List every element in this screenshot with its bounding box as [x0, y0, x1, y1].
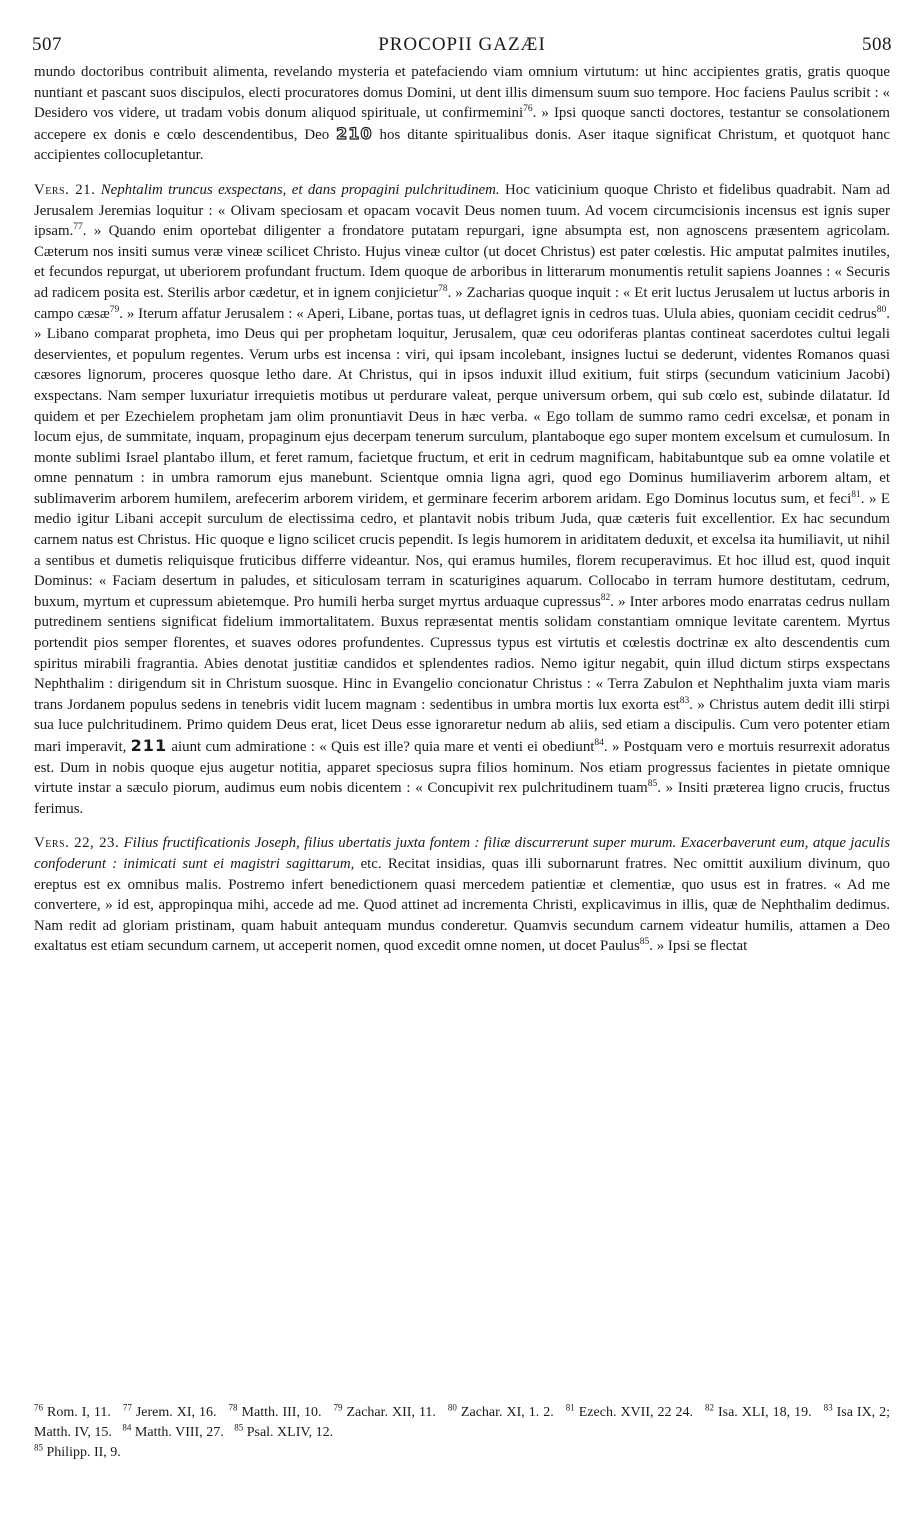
footnote [34, 1402, 111, 1420]
footnote [333, 1402, 436, 1420]
left-column-number: 507 [32, 34, 62, 55]
text-run: . » E medio igitur Libani accepit surculum de electissima cedro, et plantavit nobis tribum Juda, quæ cæteris fuit excellentior. Ex hac secundum carnem natus est Christus. Hic quoque e ligno scilicet crucis pependit. Is legis humorem in ariditatem deduxit, et excelsa ita humiliavit, ut nihil a sentibus et dumetis reliquisque fruticibus differre videantur. Nos, qui eramus humiles, florem recuperavimus. Et hoc illud est, quod inquit Dominus: « Faciam desertum in paludes, et siticulosam terram in scaturigines aquarum. Collocabo in terram humore destitutam, cedrum, buxum, myrtum et cupressum abietemque. Pro humili herba surget myrtus arduaque cupressus [34, 490, 890, 610]
footnote-ref: 78 [438, 283, 448, 294]
text-run: . » Inter arbores modo enarratas cedrus nullam putredinem sentiens significat fidelium immortalitatem. Buxus repræsentat mentis solidam constantiam omnique levitate carentem. Myrtus portendit pios semper florentes, et suaves odores profundentes. Cupressus typus est virtutis et cœlestis doctrinæ ex alto descendentis cum spiritus mirabili fragrantia. Abies denotat justitiæ candidos et splendentes radios. Nemo igitur negabit, quin illud dictum stirps exspectans Nephthalim : dirigendum sit in Christum suosque. Hinc in Evangelio concionatur Christus : « Terra Zabulon et Nephthalim juxta viam maris trans Jordanem populus sedens in tenebris vidit lucem magnam : sedentibus in umbra mortis lux exorta est [34, 593, 890, 713]
paragraph-nephtalim [34, 180, 890, 819]
main-text [34, 62, 890, 957]
footnote [122, 1402, 217, 1420]
text-run: . » Christus autem dedit illi stirpi sua luce pulchritudinem. Primo quidem Deus erat, licet Deus esse ignoraretur nedum ab aliis, sed etiam a discipulis. Cum vero potenter etiam mari imperavit, [34, 696, 890, 755]
footnote-number: 84 [122, 1422, 132, 1433]
footnote-reference: Jerem. XI, 16. [135, 1405, 217, 1420]
footnote-reference: Matth. III, 10. [241, 1405, 322, 1420]
footnote [122, 1422, 224, 1440]
footnote-reference: Matth. VIII, 27. [134, 1425, 224, 1440]
footnote-ref: 77 [73, 222, 83, 233]
verse-label: Vers. 22, 23. [34, 835, 120, 852]
footnotes [34, 1403, 890, 1463]
text-run: . » Iterum affatur Jerusalem : « Aperi, Libane, portas tuas, ut deflagret ignis in cedros tuas. Ulula abies, quoniam cecidit cedrus [119, 305, 877, 322]
footnote-number: 76 [34, 1402, 43, 1413]
running-title: PROCOPII GAZÆI [378, 34, 546, 55]
footnote [447, 1402, 554, 1420]
right-column-number: 508 [862, 34, 892, 55]
footnote-ref: 79 [109, 304, 120, 315]
lemma-text: Nephtalim truncus exspectans, et dans propagini pulchritudinem. [100, 181, 500, 198]
paragraph-aser [34, 62, 890, 166]
text-run: . » Postquam vero e mortuis resurrexit adoratus est. Dum in nobis quoque ejus augetur notitia, apparet speciosus supra filios hominum. Nos etiam progressus facientes in pietate omnique virtute instar a sæculo piorum, audimus eum nobis dicentem : « Concupivit rex pulchritudinem tuam [34, 739, 890, 797]
text-run: . » Libano comparat propheta, imo Deus qui per prophetam loquitur, Jerusalem, quæ ceu odoriferas plantas contineat sacerdotes cultui legali deservientes, et populum regentes. Verum urbs est incensa : viri, qui ipsam incolebant, insignes luctui se dederunt, videntes Romanos quasi cæsores lignorum, proceres quosque letho dare. At Christus, qui in ipsos induxit illud exitium, fuit stirps (secundum vaticinium Jacobi) exspectans. Nam semper luxuriatur irrequietis motibus ut perdurare valeat, perque universum orbem, qui sub cœlo est, subinde dilatatur. Id quidem et per Ezechielem prophetam jam olim pronuntiavit Deus in hæc verba. « Ego tollam de summo ramo cedri excelsæ, et ponam in locum ejus, de summitate, inquam, propaginum ejus decerpam tenerum surculum, plantaboque ego super montem excelsum et cumulosum. In monte sublimi Israel plantabo illum, et feret ramum, facietque fructum, et erit in cedrum magnificam, habitabuntque sub ea omne volatile et omne pennatum : in umbra ramorum ejus manebunt. Scientque omnia ligna agri, quod ego Dominus humiliaverim arborem altam, et sublimaverim arborem humilem, arefecerim arborem viridem, et germinare fecerim arborem aridam. Ego Dominus locutus sum, et feci [34, 305, 890, 507]
footnote-reference: Isa IX, 2; Matth. IV, 15. [34, 1405, 891, 1440]
text-run: Hoc vaticinium quoque Christo et fidelibus quadrabit. Nam ad Jerusalem Jeremias loquitur : « Olivam speciosam et opacam vocavit Deus nomen tuum. Ad vocem circumcisionis incensus est ignis super ipsam. [34, 181, 890, 240]
footnote-number: 80 [447, 1402, 457, 1413]
footnote-ref: 76 [523, 104, 533, 115]
footnote-reference: Rom. I, 11. [47, 1405, 111, 1420]
footnote [234, 1422, 334, 1440]
footnote-reference: Isa. XLI, 18, 19. [717, 1405, 812, 1420]
verse-label: Vers. 21. [34, 181, 96, 198]
footnote [228, 1402, 322, 1420]
text-run: hos ditante spiritualibus donis. Aser itaque significat Christum, et quotquot hanc accipientes collocupletantur. [34, 126, 891, 164]
footnote [704, 1402, 812, 1420]
footnote-reference: Ezech. XVII, 22 24. [578, 1405, 693, 1420]
text-run: . » Ipsi quoque sancti doctores, testantur se consolationem accepere ex donis e cœlo descendentibus, Deo [34, 105, 891, 143]
column-marker: 211 [130, 736, 168, 755]
footnote-number: 77 [122, 1402, 132, 1413]
footnote-ref: 80 [876, 304, 887, 315]
text-run: etc. Recitat insidias, quas illi subornarunt fratres. Nec omittit auxilium divinum, quo ereptus est ex omnibus malis. Postremo infert benedictionem quasi mercedem patientiæ et clementiæ, quo usus est in fratres. « Ad me convertere, » id est, appropinqua mihi, accede ad me. Quod attinet ad incrementa Christi, explicavimus in illis, quæ de Nephthalim dedimus. Nam redit ad gloriam pristinam, quam habuit antequam mundus conderetur. Quamvis secundum carnem videatur humilis, attamen a Deo exaltatus est etiam secundum carnem, ut acceperit nomen, quod excedit omne nomen, ut docet Paulus [34, 855, 890, 955]
footnote-number: 85 [34, 1442, 43, 1453]
footnote-reference: Philipp. II, 9. [46, 1445, 121, 1460]
footnote-reference: Zachar. XII, 11. [346, 1405, 436, 1420]
column-marker: 210 [336, 123, 373, 143]
footnote-ref: 83 [679, 695, 690, 706]
paragraph-joseph [34, 833, 890, 957]
footnote-ref: 81 [851, 489, 861, 500]
footnote-ref: 84 [594, 738, 604, 749]
footnote-ref: 85 [647, 779, 658, 790]
footnote-reference: Zachar. XI, 1. 2. [460, 1405, 554, 1420]
text-run: . » Quando enim oportebat diligenter a frondatore putatam repurgari, igne absumpta est, non agnoscens præsentem agricolam. Cæterum nos insiti sumus veræ vineæ scilicet Christo. Hujus vineæ cultor (ut docet Christus) est pater cœlestis. Hic amputat palmites inutiles, et fecundos repurgat, ut uberiorem profundant fructum. Idem quoque de arboribus in litterarum monumentis retulit sapiens Joannes : « Securis ad radicem posita est. Sterilis arbor cædetur, et in ignem conjicietur [34, 223, 890, 301]
footnote-number: 79 [333, 1402, 343, 1413]
footnote-ref: 85 [639, 937, 650, 948]
text-run: aiunt cum admiratione : « Quis est ille? quia mare et venti ei obediunt [171, 739, 595, 755]
footnote [565, 1402, 693, 1420]
text-run: . » Insiti præterea ligno crucis, fructus ferimus. [34, 780, 890, 817]
text-run: . » Ipsi se flectat [649, 938, 748, 955]
footnote-ref: 82 [600, 592, 611, 603]
running-header [32, 34, 892, 64]
footnote-number: 82 [704, 1402, 714, 1413]
text-run: mundo doctoribus contribuit alimenta, revelando mysteria et patefaciendo viam omnium virtutum: ut hinc accipientes gratis, gratis quoque nuntiant et pascant suos discipulos, electi procuratores domus Domini, ut dent illis dimensum suum suo tempore. Hoc faciens Paulus scribit : « Desidero vos videre, ut tradam vobis donum aliquod spirituale, ut confirmemini [34, 64, 890, 122]
footnote-reference: Psal. XLIV, 12. [246, 1425, 334, 1440]
footnote-number: 81 [565, 1402, 575, 1413]
footnote-number: 83 [823, 1402, 833, 1413]
text-run: . » Zacharias quoque inquit : « Et erit luctus Jerusalem ut luctus arboris in campo cæsæ [34, 284, 890, 322]
footnote-number: 78 [228, 1402, 238, 1413]
footnote [34, 1442, 121, 1460]
footnote-number: 85 [234, 1422, 244, 1433]
lemma-text: Filius fructificationis Joseph, filius ubertatis juxta fontem : filiæ discurrerunt super murum. Exacerbaverunt eum, atque jaculis confoderunt : inimicati sunt ei magistri sagittarum, [34, 835, 890, 872]
